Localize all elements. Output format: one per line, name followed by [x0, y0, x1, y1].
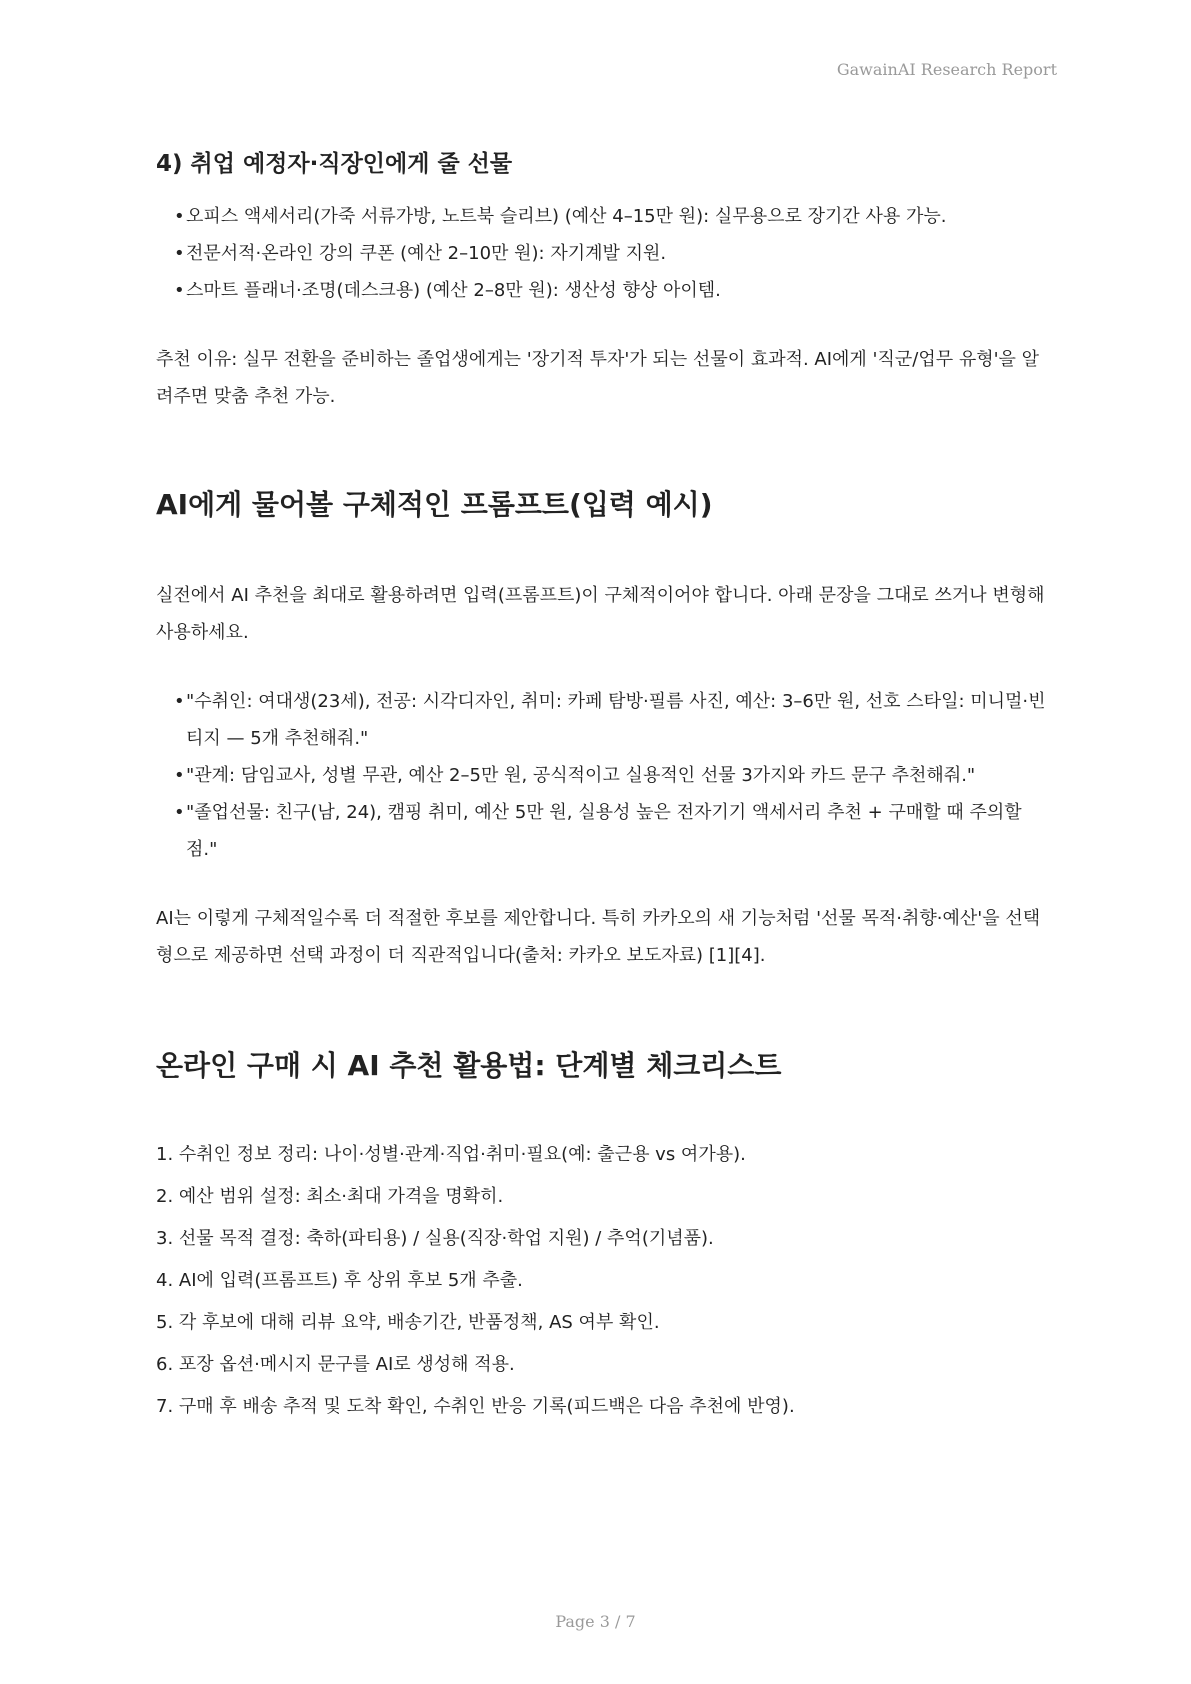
prompts-outro-paragraph: AI는 이렇게 구체적일수록 더 적절한 후보를 제안합니다. 특히 카카오의 새 기능처럼 '선물 목적·취향·예산'을 선택형으로 제공하면 선택 과정이 더 직관적입니다(출처: 카카오 보도자료) [1][4]. [156, 908, 1041, 966]
gift-list [156, 198, 1056, 309]
checklist-steps [156, 1134, 1056, 1428]
prompt-example-item: • "관계: 담임교사, 성별 무관, 예산 2–5만 원, 공식적이고 실용적인 선물 3가지와 카드 문구 추천해줘." [174, 757, 1056, 794]
prompts-intro-paragraph: 실전에서 AI 추천을 최대로 활용하려면 입력(프롬프트)이 구체적이어야 합니다. 아래 문장을 그대로 쓰거나 변형해 사용하세요. [156, 585, 1045, 643]
checklist-step: 2. 예산 범위 설정: 최소·최대 가격을 명확히. [156, 1186, 504, 1207]
checklist-step: 5. 각 후보에 대해 리뷰 요약, 배송기간, 반품정책, AS 여부 확인. [156, 1312, 660, 1333]
checklist-step: 3. 선물 목적 결정: 축하(파티용) / 실용(직장·학업 지원) / 추억(기념품). [156, 1228, 714, 1249]
checklist-step: 6. 포장 옵션·메시지 문구를 AI로 생성해 적용. [156, 1354, 515, 1375]
prompts-section [156, 485, 1056, 974]
gift-section-heading: 4) 취업 예정자·직장인에게 줄 선물 [156, 151, 513, 177]
prompt-example-item: • "졸업선물: 친구(남, 24), 캠핑 취미, 예산 5만 원, 실용성 높은 전자기기 액세서리 추천 + 구매할 때 주의할 점." [174, 794, 1056, 868]
gift-list-item: • 스마트 플래너·조명(데스크용) (예산 2–8만 원): 생산성 향상 아이템. [174, 272, 1056, 309]
checklist-step: 4. AI에 입력(프롬프트) 후 상위 후보 5개 추출. [156, 1270, 523, 1291]
gift-reason-paragraph: 추천 이유: 실무 전환을 준비하는 졸업생에게는 '장기적 투자'가 되는 선물이 효과적. AI에게 '직군/업무 유형'을 알려주면 맞춤 추천 가능. [156, 349, 1040, 407]
page-content [156, 148, 1056, 1428]
gift-list-item: • 전문서적·온라인 강의 쿠폰 (예산 2–10만 원): 자기계발 지원. [174, 235, 1056, 272]
checklist-step: 7. 구매 후 배송 추적 및 도착 확인, 수취인 반응 기록(피드백은 다음 추천에 반영). [156, 1396, 795, 1417]
gift-section [156, 148, 1056, 415]
report-header-title: GawainAI Research Report [836, 60, 1057, 79]
gift-list-item: • 오피스 액세서리(가죽 서류가방, 노트북 슬리브) (예산 4–15만 원): 실무용으로 장기간 사용 가능. [174, 198, 1056, 235]
checklist-section [156, 1046, 1056, 1428]
prompt-example-item: • "수취인: 여대생(23세), 전공: 시각디자인, 취미: 카페 탐방·필름 사진, 예산: 3–6만 원, 선호 스타일: 미니멀·빈티지 — 5개 추천해줘." [174, 683, 1056, 757]
prompt-example-list [156, 683, 1056, 868]
prompts-section-heading: AI에게 물어볼 구체적인 프롬프트(입력 예시) [156, 488, 713, 521]
checklist-step: 1. 수취인 정보 정리: 나이·성별·관계·직업·취미·필요(예: 출근용 vs 여가용). [156, 1144, 746, 1165]
page-number: Page 3 / 7 [555, 1612, 636, 1631]
checklist-section-heading: 온라인 구매 시 AI 추천 활용법: 단계별 체크리스트 [156, 1049, 782, 1082]
